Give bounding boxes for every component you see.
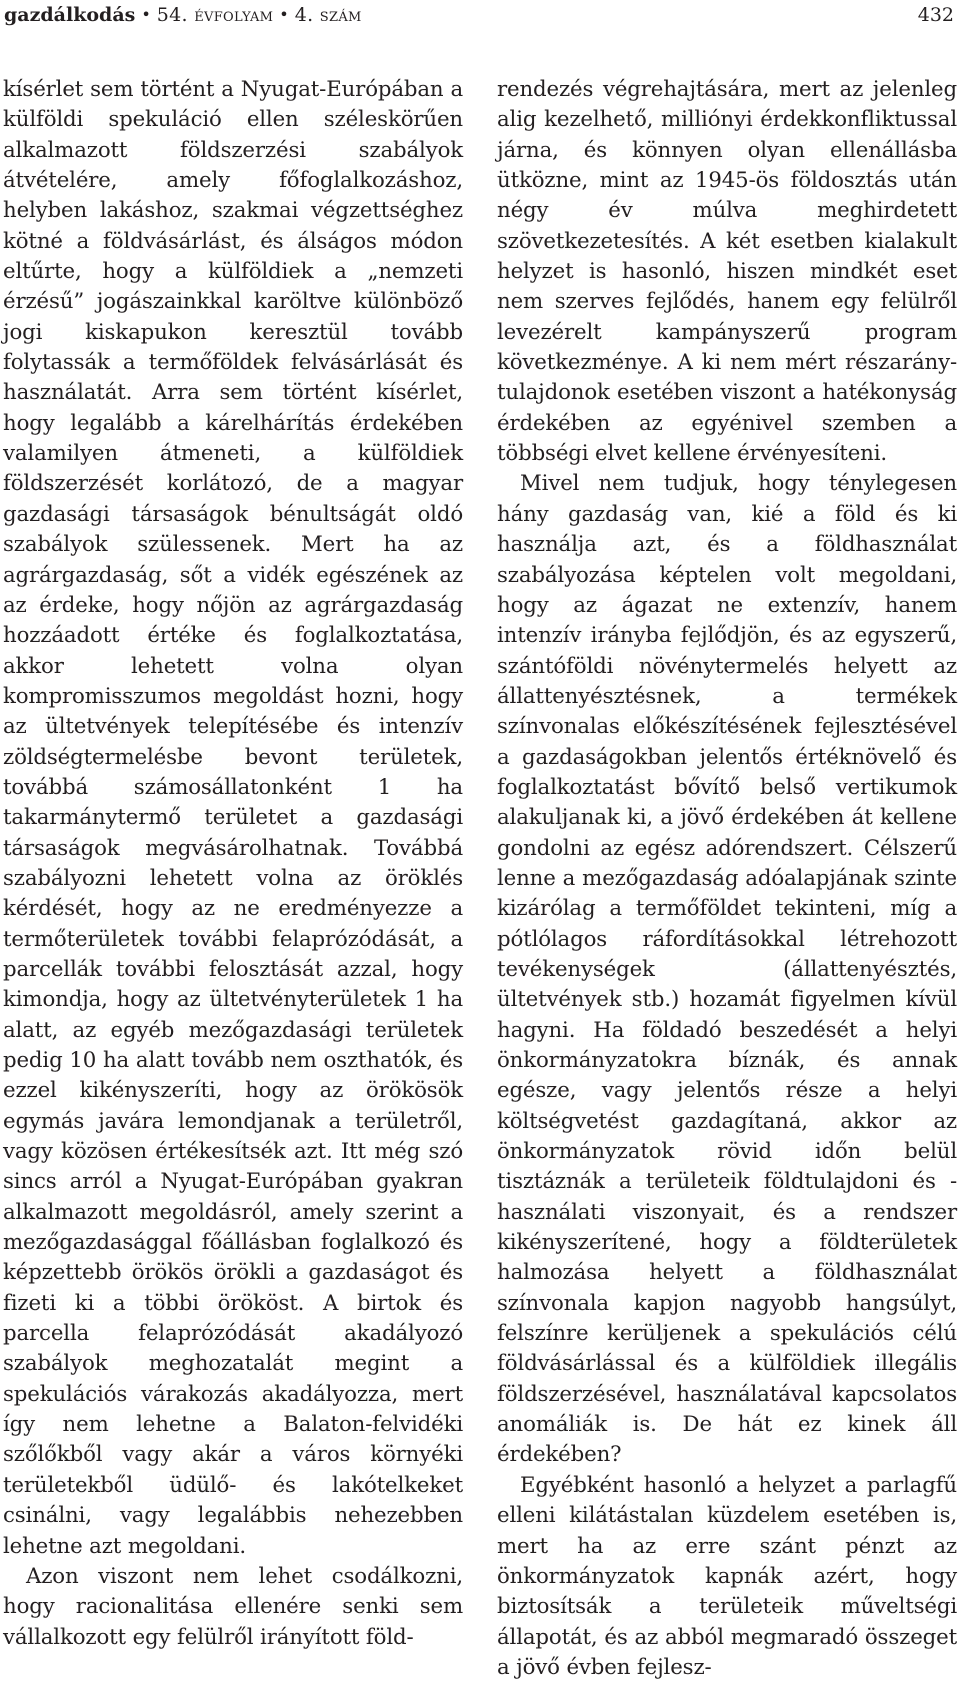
left-text-column [3,75,463,1653]
paragraph: Azon viszont nem lehet csodálkozni, hogy racionalitása ellenére senki sem vállalkozott egy felülről irányított föld- [3,1563,463,1650]
header-separator: • [279,5,289,24]
issue-label: 4. szám [294,4,362,26]
running-header [4,0,954,30]
header-separator: • [141,5,151,24]
right-text-column [497,75,957,1683]
page-number: 432 [917,4,954,26]
paragraph: rendezés végrehajtására, mert az jelenleg alig kezelhető, milliónyi érdekkonfliktussal járna, és könnyen olyan ellenállásba ütközne, mint az 1945-ös földosztás után négy év múlva meghirdetett szövetkezetesítés. A két esetben kialakult helyzet is hasonló, hiszen mindkét eset nem szerves fejlődés, hanem egy felülről levezérelt kampányszerű program következménye. A ki nem mért részarány-tulajdonok esetében viszont a hatékonyság érdekében az egyénivel szemben a többségi elvet kellene érvényesíteni. [497,77,957,467]
paragraph: Mivel nem tudjuk, hogy ténylegesen hány gazdaság van, kié a föld és ki használja azt, és a földhasználat szabályozása képtelen volt megoldani, hogy az ágazat ne extenzív, hanem intenzív irányba fejlődjön, és az egyszerű, szántóföldi növénytermelés helyett az állattenyésztésnek, a termékek színvonalas előkészítésének fejlesztésével a gazdaságokban jelentős értéknövelő és foglalkoztatást bővítő belső vertikumok alakuljanak ki, a jövő érdekében át kellene gondolni az egész adórendszert. Célszerű lenne a mezőgazdaság adóalapjának szinte kizárólag a termőföldet tekinteni, míg a pótlólagos ráfordításokkal létrehozott tevékenységek (állattenyésztés, ültetvények stb.) hozamát figyelmen kívül hagyni. Ha földadó beszedését a helyi önkormányzatokra bíznák, és annak egésze, vagy jelentős része a helyi költségvetést gazdagítaná, akkor az önkormányzatok rövid időn belül tisztáznák a területeik földtulajdoni és -használati viszonyait, és a rendszer kikényszerítené, hogy a földterületek halmozása helyett a földhasználat színvonala kapjon nagyobb hangsúlyt, felszínre kerüljenek a spekulációs célú földvásárlással és a külföldiek illegális földszerzésével, használatával kapcsolatos anomáliák is. De hát ez kinek áll érdekében? [497,471,957,1468]
volume-label: 54. évfolyam [156,4,274,26]
journal-name: gazdálkodás [4,4,136,26]
paragraph: kísérlet sem történt a Nyugat-Európában a külföldi spekuláció ellen széleskörűen alkalmazott földszerzési szabályok átvételére, amely főfoglalkozáshoz, helyben lakáshoz, szakmai végzettséghez kötné a földvásárlást, és álságos módon eltűrte, hogy a külföldiek a „nemzeti érzésű” jogászainkkal karöltve különböző jogi kiskapukon keresztül tovább folytassák a termőföldek felvásárlását és használatát. Arra sem történt kísérlet, hogy legalább a kárelhárítás érdekében valamilyen átmeneti, a külföldiek földszerzését korlátozó, de a magyar gazdasági társaságok bénultságát oldó szabályok szülessenek. Mert ha az agrárgazdaság, sőt a vidék egészének az az érdeke, hogy nőjön az agrárgazdaság hozzáadott értéke és foglalkoztatása, akkor lehetett volna olyan kompromisszumos megoldást hozni, hogy az ültetvények telepítésébe és intenzív zöldségtermelésbe bevont területek, továbbá számosállatonként 1 ha takarmánytermő területet a gazdasági társaságok megvásárolhatnak. Továbbá szabályozni lehetett volna az öröklés kérdését, hogy az ne eredményezze a termőterületek további felaprózódását, a parcellák további felosztását azzal, hogy kimondja, hogy az ültetvényterületek 1 ha alatt, az egyéb mezőgazdasági területek pedig 10 ha alatt tovább nem oszthatók, és ezzel kikényszeríti, hogy az örökösök egymás javára lemondjanak a területről, vagy közösen értékesítsék azt. Itt még szó sincs arról a Nyugat-Európában gyakran alkalmazott megoldásról, amely szerint a mezőgazdasággal főállásban foglalkozó és képzettebb örökös örökli a gazdaságot és fizeti ki a többi örököst. A birtok és parcella felaprózódását akadályozó szabályok meghozatalát megint a spekulációs várakozás akadályozza, mert így nem lehetne a Balaton-felvidéki szőlőkből vagy akár a város környéki területekből üdülő- és lakótelkeket csinálni, vagy legalábbis nehezebben lehetne azt megoldani. [3,77,463,1559]
paragraph: Egyébként hasonló a helyzet a parlagfű elleni kilátástalan küzdelem esetében is, mert ha az erre szánt pénzt az önkormányzatok kapnák azért, hogy biztosítsák a területeik műveltségi állapotát, és az abból megmaradó összeget a jövő évben fejlesz- [497,1472,957,1680]
